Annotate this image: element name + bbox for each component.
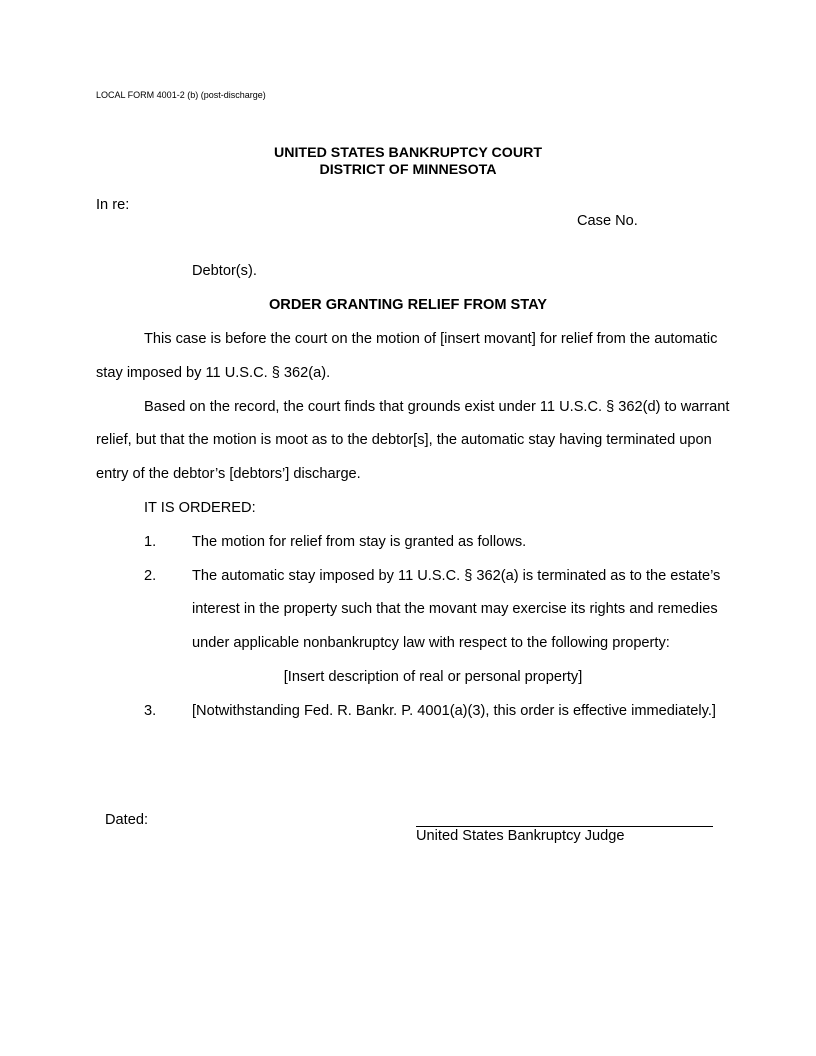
paragraph-2-line-3: entry of the debtor’s [debtors’] discharge. — [96, 466, 361, 482]
item-1-line-1: The motion for relief from stay is granted as follows. — [192, 534, 527, 550]
property-description: [Insert description of real or personal property] — [283, 669, 583, 685]
court-district: DISTRICT OF MINNESOTA — [319, 162, 497, 178]
item-2-line-2: interest in the property such that the movant may exercise its rights and remedies — [192, 601, 718, 617]
paragraph-1-line-2: stay imposed by 11 U.S.C. § 362(a). — [96, 365, 331, 381]
item-3-line-1: [Notwithstanding Fed. R. Bankr. P. 4001(a)(3), this order is effective immediately.] — [192, 703, 716, 719]
it-is-ordered: IT IS ORDERED: — [144, 500, 256, 516]
dated-label: Dated: — [105, 812, 148, 828]
form-identifier: LOCAL FORM 4001-2 (b) (post-discharge) — [96, 90, 266, 100]
item-3-number: 3. — [144, 703, 157, 719]
item-2-line-3: under applicable nonbankruptcy law with respect to the following property: — [192, 635, 670, 651]
judge-title: United States Bankruptcy Judge — [416, 828, 625, 844]
item-2-line-1: The automatic stay imposed by 11 U.S.C. § 362(a) is terminated as to the estate’s — [192, 568, 721, 584]
item-1-number: 1. — [144, 534, 157, 550]
order-title: ORDER GRANTING RELIEF FROM STAY — [268, 297, 548, 313]
case-number-label: Case No. — [577, 213, 638, 229]
paragraph-2-line-1: Based on the record, the court finds that grounds exist under 11 U.S.C. § 362(d) to warrant — [144, 399, 730, 415]
court-name: UNITED STATES BANKRUPTCY COURT — [274, 145, 542, 161]
signature-line — [416, 826, 713, 827]
paragraph-1-line-1: This case is before the court on the motion of [insert movant] for relief from the automatic — [144, 331, 718, 347]
paragraph-2-line-2: relief, but that the motion is moot as to the debtor[s], the automatic stay having terminated upon — [96, 432, 712, 448]
debtors-label: Debtor(s). — [192, 263, 257, 279]
in-re-label: In re: — [96, 197, 130, 213]
item-2-number: 2. — [144, 568, 157, 584]
